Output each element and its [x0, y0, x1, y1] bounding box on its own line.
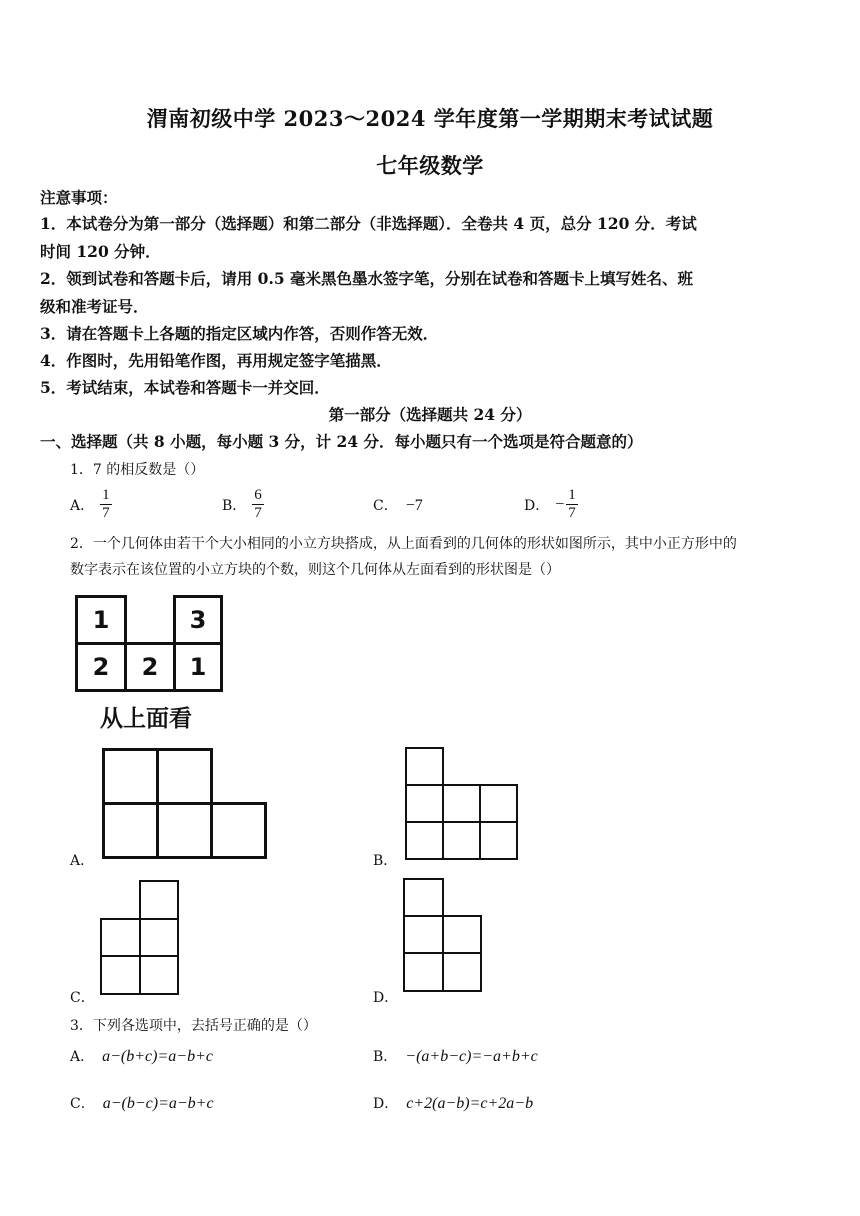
page-subtitle: 七年级数学 — [376, 153, 484, 178]
figure-cell — [405, 747, 444, 786]
notice-item: 5．考试结束，本试卷和答题卡一并交回． — [40, 378, 330, 397]
q3-option-b — [373, 1046, 538, 1066]
figure-cell — [100, 918, 141, 957]
fraction — [100, 487, 112, 522]
top-view-caption: 从上面看 — [100, 706, 192, 732]
option-label: A． — [70, 497, 95, 514]
denominator: 7 — [254, 505, 262, 521]
option-label: B． — [373, 1049, 398, 1065]
q1-option-b — [222, 487, 264, 522]
fraction — [252, 487, 264, 522]
minus-sign: − — [555, 495, 565, 513]
numerator: 1 — [568, 487, 576, 503]
fraction — [566, 487, 578, 522]
option-label: D． — [524, 497, 550, 514]
figure-cell — [156, 802, 213, 859]
notice-item: 2．领到试卷和答题卡后，请用 0.5 毫米黑色墨水签字笔，分别在试卷和答题卡上填写姓名、班 — [40, 269, 694, 288]
figure-cell — [139, 918, 179, 957]
q2-option-b-label: B． — [373, 853, 398, 869]
notice-item: 级和准考证号． — [40, 297, 149, 316]
figure-cell — [403, 878, 444, 917]
q1-option-c — [373, 495, 423, 515]
figure-cell — [210, 802, 267, 859]
q3-option-c — [70, 1093, 214, 1113]
option-label: C． — [70, 1096, 95, 1112]
figure-cell — [405, 821, 444, 860]
option-label: B． — [222, 497, 247, 514]
figure-cell — [100, 955, 141, 995]
q1-option-d — [524, 487, 578, 522]
q1-option-a — [70, 487, 112, 522]
figure-cell — [139, 955, 179, 995]
notice-item: 4．作图时，先用铅笔作图，再用规定签字笔描黑． — [40, 351, 392, 370]
figure-cell — [479, 821, 518, 860]
figure-cell — [139, 880, 179, 920]
option-label: C． — [373, 498, 398, 514]
part-heading: 第一部分（选择题共 24 分） — [328, 405, 532, 424]
figure-cell — [442, 784, 481, 823]
denominator: 7 — [568, 505, 576, 521]
notice-item: 1．本试卷分为第一部分（选择题）和第二部分（非选择题）．全卷共 4 页，总分 120 分．考试 — [40, 214, 697, 233]
q2-option-a-label: A． — [70, 853, 95, 869]
q3-option-d — [373, 1093, 533, 1113]
q3-option-a — [70, 1046, 213, 1066]
top-view-cell: 3 — [173, 595, 223, 645]
figure-cell — [442, 821, 481, 860]
notice-item: 3．请在答题卡上各题的指定区域内作答，否则作答无效． — [40, 324, 439, 343]
top-view-cell: 1 — [173, 642, 223, 692]
figure-cell — [102, 802, 159, 859]
numerator: 6 — [254, 487, 262, 503]
figure-cell — [156, 748, 213, 805]
option-expression: c+2(a−b)=c+2a−b — [406, 1095, 534, 1112]
top-view-cell: 2 — [124, 642, 176, 692]
figure-cell — [479, 784, 518, 823]
denominator: 7 — [102, 505, 110, 521]
figure-cell — [403, 915, 444, 954]
numerator: 1 — [102, 487, 110, 503]
q2-option-d-label: D． — [373, 990, 399, 1006]
option-label: A． — [70, 1049, 95, 1065]
question-2-stem-line1: 2．一个几何体由若干个大小相同的小立方块搭成，从上面看到的几何体的形状如图所示，其中小正方形中的 — [70, 536, 737, 552]
top-view-cell: 2 — [75, 642, 127, 692]
question-1-stem: 1．7 的相反数是（） — [70, 462, 205, 478]
figure-cell — [102, 748, 159, 805]
figure-cell — [403, 952, 444, 992]
section-heading: 一、选择题（共 8 小题，每小题 3 分，计 24 分．每小题只有一个选项是符合题意的） — [40, 432, 643, 451]
figure-cell — [442, 915, 482, 954]
question-2-stem-line2: 数字表示在该位置的小立方块的个数，则这个几何体从左面看到的形状图是（） — [70, 562, 560, 578]
option-expression: a−(b−c)=a−b+c — [102, 1095, 214, 1112]
notice-item: 时间 120 分钟． — [40, 242, 161, 261]
option-label: D． — [373, 1096, 399, 1112]
figure-cell — [405, 784, 444, 823]
question-3-stem: 3．下列各选项中，去括号正确的是（） — [70, 1018, 317, 1034]
notice-heading: 注意事项： — [40, 188, 118, 207]
q2-option-c-label: C． — [70, 990, 95, 1006]
figure-cell — [442, 952, 482, 992]
page-title: 渭南初级中学 2023～2024 学年度第一学期期末考试试题 — [146, 106, 714, 131]
option-expression: a−(b+c)=a−b+c — [102, 1048, 213, 1065]
option-expression: −(a+b−c)=−a+b+c — [405, 1048, 538, 1065]
option-value: −7 — [405, 497, 423, 514]
top-view-cell: 1 — [75, 595, 127, 645]
